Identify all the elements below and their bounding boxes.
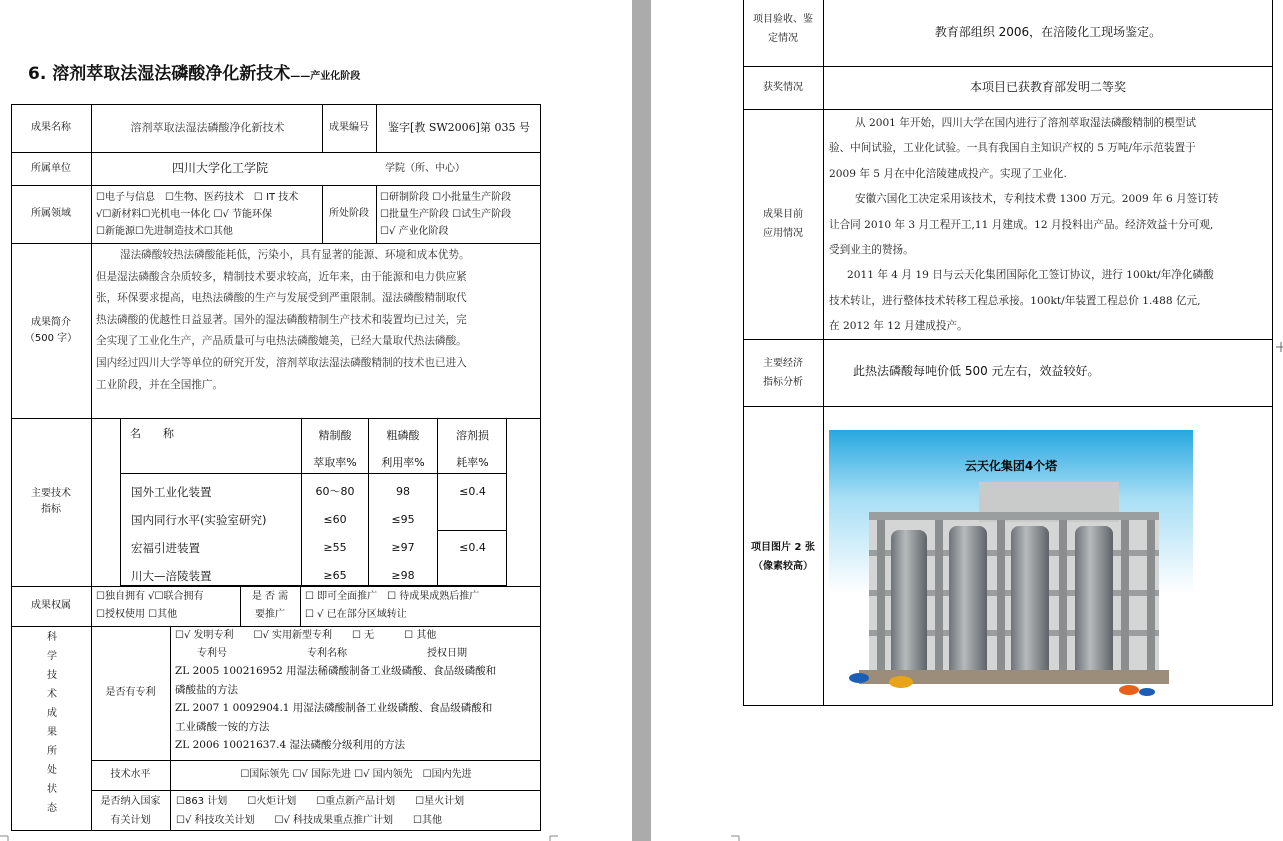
achievement-name-label: 成果名称: [31, 122, 71, 133]
tech-cell: 60～80: [315, 485, 355, 498]
photo-label: 项目图片 2 张 （像素较高）: [751, 542, 815, 572]
intro-text: [96, 245, 538, 396]
tech-row-names: [131, 478, 301, 590]
intro-label: 成果简介 （500 字）: [24, 316, 78, 344]
document-title: 6. 溶剂萃取法湿法磷酸净化新技术——产业化阶段: [28, 64, 361, 84]
tech-label: 主要技术 指标: [31, 488, 71, 515]
patent-list: [175, 662, 539, 755]
tech-header-c: 溶剂损 耗率%: [456, 429, 489, 469]
tech-col-a: [302, 478, 368, 590]
level-label: 技术水平: [110, 769, 151, 780]
plan-options: ☐863 计划 ☐火炬计划 ☐重点新产品计划 ☐星火计划 ☐√ 科技攻关计划 ☐√ 科技成果重点推广计划 ☐其他: [176, 796, 465, 826]
tech-cell: ≥55: [323, 541, 347, 554]
patent-line: 磷酸盐的方法: [175, 683, 238, 696]
status-side-label: 科 学 技 术 成 果 所 处 状 态: [47, 632, 57, 814]
accept-value: 教育部组织 2006，在涪陵化工现场鉴定。: [934, 25, 1162, 40]
intro-line: 湿法磷酸较热法磷酸能耗低，污染小，具有显著的能源、环境和成本优势。: [120, 249, 470, 261]
plan-label: 是否纳入国家 有关计划: [100, 796, 161, 826]
tech-cell: ≥98: [391, 569, 415, 582]
tech-cell: ≥65: [323, 569, 347, 582]
unit-label: 所属单位: [31, 162, 71, 174]
field-options-line: √☐新材料☐光机电一体化 ☐√ 节能环保: [96, 209, 272, 220]
application-line: 验、中间试验，工业化试验。一具有我国自主知识产权的 5 万吨/年示范装置于: [829, 142, 1196, 155]
tech-row-name: 川大—涪陵装置: [131, 569, 212, 583]
right-page: [651, 0, 1283, 841]
achievement-name-value: 溶剂萃取法湿法磷酸净化新技术: [130, 121, 285, 135]
accept-label: 项目验收、鉴 定情况: [753, 14, 813, 44]
patent-label: 是否有专利: [105, 687, 156, 698]
tech-cell: ≥97: [391, 541, 415, 554]
award-value: 本项目已获教育部发明二等奖: [969, 79, 1126, 94]
intro-line: 张，环保要求提高，电热法磷酸的生产与发展受到严重限制。湿法磷酸精制取代: [96, 292, 467, 305]
application-line: 2011 年 4 月 19 日与云天化集团国际化工签订协议，进行 100kt/年净化磷酸: [847, 269, 1214, 282]
intro-line: 国内经过四川大学等单位的研究开发，溶剂萃取法湿法磷酸精制的技术也已进入: [96, 356, 467, 369]
plus-icon: [1276, 342, 1283, 352]
tech-header-b: 粗磷酸 利用率%: [381, 429, 425, 469]
intro-line: 热法磷酸的优越性日益显著。国外的湿法磷酸精制生产技术和装置均已过关，完: [96, 313, 467, 326]
unit-value: 四川大学化工学院: [171, 160, 268, 175]
application-line: 让合同 2010 年 3 月工程开工,11 月建成。12 月投料出产品。经济效益十分可观,: [829, 218, 1214, 231]
patent-line: ZL 2005 100216952 用湿法稀磷酸制备工业级磷酸、食品级磷酸和: [175, 665, 497, 677]
achievement-no-value: 鉴字[教 SW2006]第 035 号: [388, 121, 530, 135]
economics-label: 主要经济 指标分析: [763, 358, 803, 388]
application-label: 成果目前 应用情况: [763, 209, 803, 239]
field-options-line: ☐电子与信息 ☐生物、医药技术 ☐ IT 技术: [96, 192, 299, 203]
field-options: [96, 189, 322, 240]
crop-mark-icon: [731, 831, 741, 841]
achievement-no-label: 成果编号: [329, 122, 369, 133]
tech-cell: ≤0.4: [459, 485, 486, 498]
intro-line: 工业阶段，并在全国推广。: [96, 378, 224, 391]
award-label: 获奖情况: [763, 81, 803, 93]
tech-cell: ≤60: [323, 513, 347, 526]
tech-header-a: 精制酸 萃取率%: [313, 429, 357, 469]
intro-line: 全实现了工业化生产，产品质量可与电热法磷酸媲美，已经大量取代热法磷酸。: [96, 335, 467, 348]
application-line: 在 2012 年 12 月建成投产。: [829, 320, 968, 333]
tech-row-name: 宏福引进装置: [131, 541, 200, 555]
application-line: 受到业主的赞扬。: [829, 244, 914, 257]
rights-options: ☐独自拥有 √☐联合拥有 ☐授权使用 ☐其他: [96, 591, 204, 620]
tech-row-name: 国内同行水平(实验室研究): [131, 513, 267, 527]
tech-cell: 98: [396, 485, 410, 498]
patent-line: ZL 2006 10021637.4 湿法磷酸分级利用的方法: [175, 739, 405, 751]
stage-options-line: ☐√ 产业化阶段: [380, 226, 449, 237]
patent-line: ZL 2007 1 0092904.1 用湿法磷酸制备工业级磷酸、食品级磷酸和: [175, 702, 493, 714]
level-options: ☐国际领先 ☐√ 国际先进 ☐√ 国内领先 ☐国内先进: [240, 769, 472, 780]
unit-suffix: 学院（所、中心）: [385, 162, 465, 174]
field-options-line: ☐新能源☐先进制造技术☐其他: [96, 226, 233, 237]
tech-col-b: [369, 478, 437, 590]
economics-value: 此热法磷酸每吨价低 500 元左右，效益较好。: [853, 364, 1100, 378]
left-page: 6. 溶剂萃取法湿法磷酸净化新技术——产业化阶段 成果名称 溶剂萃取法湿法磷酸净化新技术 成果编号 鉴字[教 SW2006]第 035 号 所属单位 四川大学化工学院 学院（所、中心） 所属领域 ☐电子与信息 ☐生物、医药技术 ☐ IT 技术 √☐新材料☐光机电一体化 ☐√ 节能环保 ☐新能源☐先进制造技术☐其他 所处阶段 ☐研制阶段 ☐小批量生产阶段 ☐批量生产阶段 ☐试生产阶段 ☐√ 产业化阶段 成果简介 （500 字） 湿法磷酸较热法磷酸能耗低，污染小，具有显著的能源、环境和成本优势。 但是湿法磷酸含杂质较多，精制技术要求较高，近年来，由于能源和电力供应紧 张，环保要求提高，电热法磷酸的生产与发展受到严重限制。湿法磷酸精制取代 热法磷酸的优越性日益显著。国外的湿法磷酸精制生产技术和装置均已过关，完 全实现了工业化生产，产品质量可与电热法磷酸媲美，已经大量取代热法磷酸。 国内经过四川大学等单位的研究开发，溶剂萃取法湿法磷酸精制的技术也已进入 工业阶段，并在全国推广。 主要技术 指标 名 称 精制酸 萃取率% 粗磷酸 利用率% 溶剂损 耗率% 国外工业化装置 国内同行水平(实验室研究) 宏福引进装置 川大—涪陵装置 60～80 ≤60 ≥55 ≥65 98 ≤95 ≥97 ≥98 ≤0.4 ≤0.4 成果权属 ☐独自拥有 √☐联合拥有 ☐授权使用 ☐其他 是 否 需 要推广 ☐ 即可全面推广 ☐ 待成果成熟后推广 ☐ √ 已在部分区域转让 科 学 技 术 成 果 所 处 状 态 是否有专利 ☐√ 发明专利 ☐√ 实用新型专利 ☐ 无 ☐ 其他 专利号 专利名称 授权日期 ZL 2005 100216952 用湿法稀磷酸制备工业级磷酸、食品级磷酸和 磷酸盐的方法 ZL 2007 1 0092904.1 用湿法磷酸制备工业级磷酸、食品级磷酸和 工业磷酸一铵的方法 ZL 2006 10021637.4 湿法磷酸分级利用的方法 技术水平 ☐国际领先 ☐√ 国际先进 ☐√ 国内领先 ☐国内先进 是否纳入国家 有关计划 ☐863 计划 ☐火炬计划 ☐重点新产品计划 ☐星火计划 ☐√ 科技攻关计划 ☐√ 科技成果重点推广计划 ☐其他: [0, 0, 632, 841]
tech-header-name: 名 称: [130, 427, 174, 440]
patent-line: 工业磷酸一铵的方法: [175, 720, 270, 733]
rights-label: 成果权属: [31, 600, 71, 611]
patent-types: ☐√ 发明专利 ☐√ 实用新型专利 ☐ 无 ☐ 其他: [175, 630, 437, 641]
application-line: 从 2001 年开始，四川大学在国内进行了溶剂萃取湿法磷酸精制的模型试: [855, 117, 1196, 129]
stage-options-line: ☐批量生产阶段 ☐试生产阶段: [380, 209, 512, 220]
tech-cell: ≤95: [391, 513, 415, 526]
intro-line: 但是湿法磷酸含杂质较多，精制技术要求较高，近年来，由于能源和电力供应紧: [96, 270, 467, 283]
crop-mark-icon: [0, 831, 10, 841]
application-line: 2009 年 5 月在中化涪陵建成投产。实现了工业化.: [829, 167, 1067, 180]
field-label: 所属领域: [31, 208, 71, 219]
stage-label: 所处阶段: [329, 208, 369, 219]
application-text: [829, 111, 1271, 340]
application-line: 技术转让，进行整体技术转移工程总承接。100kt/年装置工程总价 1.488 亿元,: [829, 294, 1201, 307]
promo-options: ☐ 即可全面推广 ☐ 待成果成熟后推广 ☐ √ 已在部分区域转让: [305, 591, 480, 620]
tech-col-c: [438, 478, 507, 562]
tech-cell: ≤0.4: [459, 541, 486, 554]
crop-mark-icon: [548, 831, 558, 841]
photo-caption: 云天化集团4个塔: [964, 459, 1058, 473]
promo-label: 是 否 需 要推广: [251, 591, 289, 620]
tech-row-name: 国外工业化装置: [131, 485, 212, 499]
tower-photo: [829, 430, 1193, 702]
stage-options: [380, 189, 540, 240]
stage-options-line: ☐研制阶段 ☐小批量生产阶段: [380, 192, 512, 203]
application-line: 安徽六国化工决定采用该技术，专利技术费 1300 万元。2009 年 6 月签订转: [855, 193, 1219, 206]
